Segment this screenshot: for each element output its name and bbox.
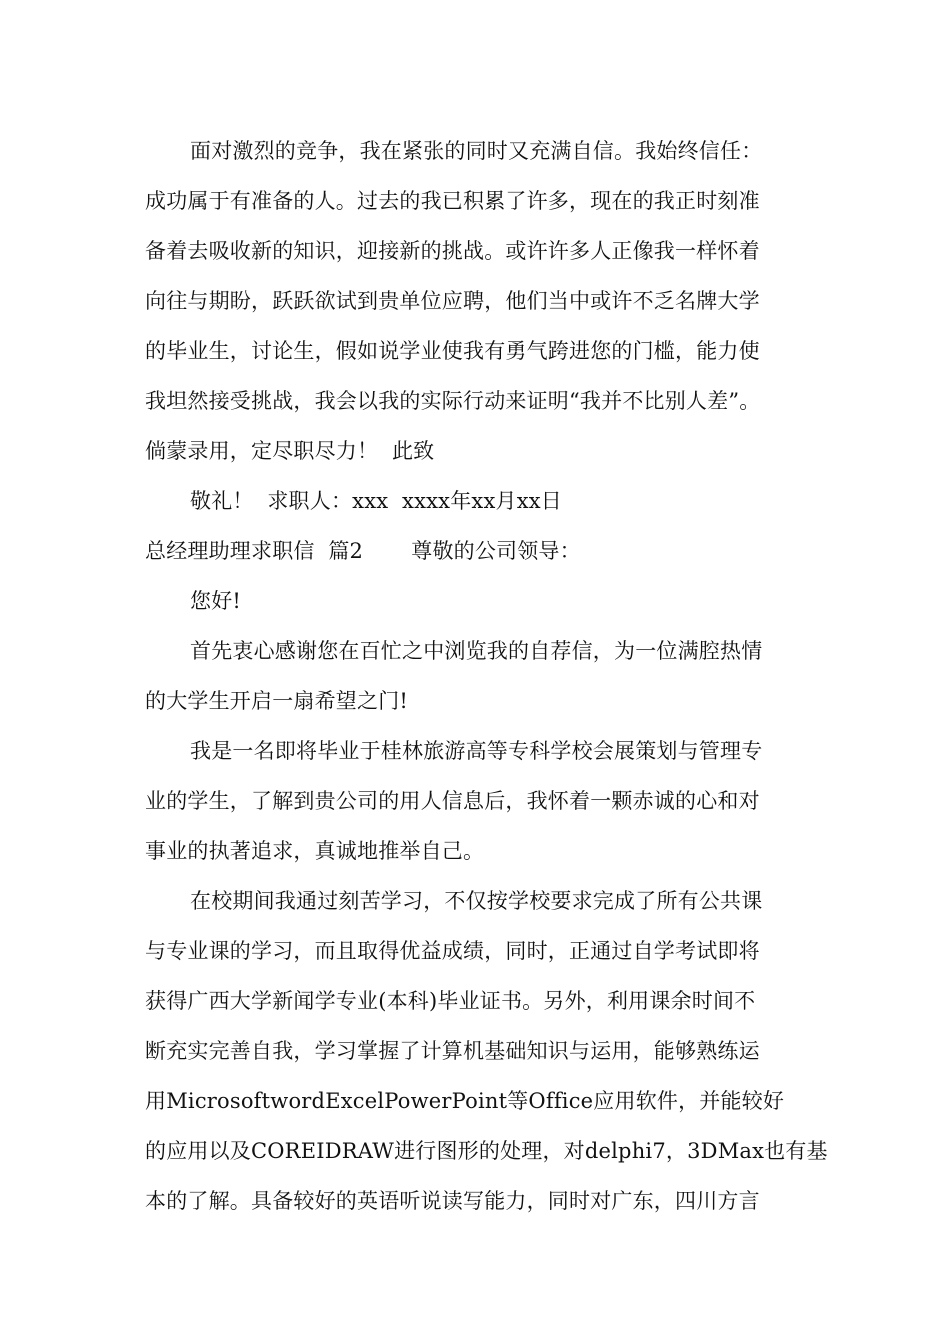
paragraph-line: 断充实完善自我，学习掌握了计算机基础知识与运用，能够熟练运	[145, 1039, 760, 1063]
paragraph-line: 获得广西大学新闻学专业(本科)毕业证书。另外，利用课余时间不	[145, 989, 756, 1013]
paragraph-line: 我坦然接受挑战，我会以我的实际行动来证明“我并不比别人差”。	[145, 389, 761, 413]
paragraph-line: 成功属于有准备的人。过去的我已积累了许多，现在的我正时刻准	[145, 189, 760, 213]
paragraph-line: 业的学生，了解到贵公司的用人信息后，我怀着一颗赤诚的心和对	[145, 789, 760, 813]
section-heading-line: 总经理助理求职信 篇2 尊敬的公司领导：	[145, 539, 581, 563]
greeting-line: 您好!	[190, 589, 242, 613]
paragraph-line: 首先衷心感谢您在百忙之中浏览我的自荐信，为一位满腔热情	[190, 639, 763, 663]
paragraph-line: 事业的执著追求，真诚地推举自己。	[145, 839, 485, 863]
paragraph-line: 与专业课的学习，而且取得优益成绩，同时，正通过自学考试即将	[145, 939, 760, 963]
paragraph-line: 本的了解。具备较好的英语听说读写能力，同时对广东，四川方言	[145, 1189, 760, 1213]
paragraph-line: 用MicrosoftwordExcelPowerPoint等Office应用软件，并能较好	[145, 1089, 785, 1113]
paragraph-line: 的毕业生，讨论生，假如说学业使我有勇气跨进您的门槛，能力使	[145, 339, 760, 363]
paragraph-line: 的应用以及COREIDRAW进行图形的处理，对delphi7，3DMax也有基	[145, 1139, 828, 1163]
paragraph-line: 在校期间我通过刻苦学习，不仅按学校要求完成了所有公共课	[190, 889, 763, 913]
paragraph-line: 倘蒙录用，定尽职尽力！ 此致	[145, 439, 435, 463]
paragraph-line: 我是一名即将毕业于桂林旅游高等专科学校会展策划与管理专	[190, 739, 763, 763]
paragraph-line: 面对激烈的竞争，我在紧张的同时又充满自信。我始终信任：	[190, 139, 763, 163]
paragraph-line: 向往与期盼，跃跃欲试到贵单位应聘，他们当中或许不乏名牌大学	[145, 289, 760, 313]
paragraph-line: 备着去吸收新的知识，迎接新的挑战。或许许多人正像我一样怀着	[145, 239, 760, 263]
closing-signature-line: 敬礼！ 求职人：xxx xxxx年xx月xx日	[190, 489, 562, 513]
paragraph-line: 的大学生开启一扇希望之门!	[145, 689, 409, 713]
